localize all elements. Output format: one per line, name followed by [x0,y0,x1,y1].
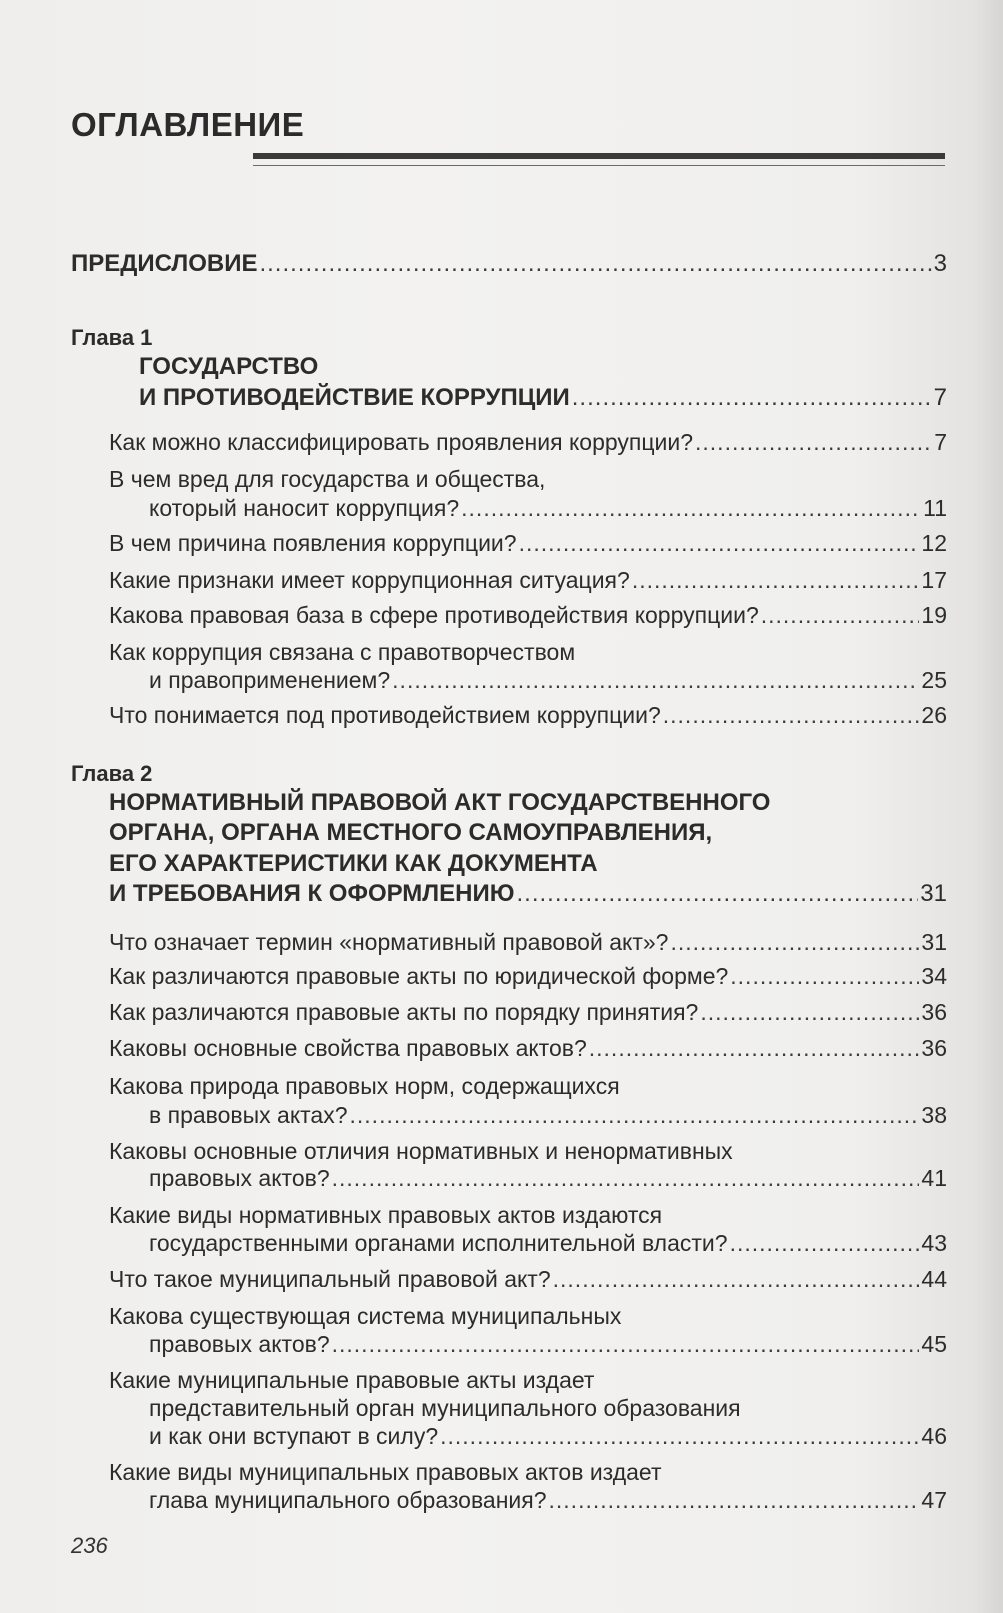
toc-entry-label: и как они вступают в силу? [149,1423,439,1449]
toc-entry-label: представительный орган муниципального образования [149,1395,741,1421]
leader-dots [332,1330,920,1358]
toc-page-number: 3 [933,250,947,277]
toc-entry[interactable] [109,601,947,629]
toc-entry-label: Какова правовая база в сфере противодействия коррупции? [109,602,759,628]
chapter-label: Глава 2 [71,761,153,786]
leader-dots [461,494,921,522]
toc-page-number: 36 [921,1035,947,1061]
leader-dots [700,998,919,1026]
toc-entry-label: Какие признаки имеет коррупционная ситуация? [109,567,630,593]
leader-dots [589,1034,920,1062]
toc-entry-label: правовых актов? [149,1331,330,1357]
toc-entry-label: Как различаются правовые акты по порядку принятия? [109,999,699,1025]
toc-page-number: 17 [921,567,947,593]
toc-entry[interactable] [149,1486,947,1514]
leader-dots [761,601,920,629]
page-number: 236 [71,1533,108,1558]
leader-dots [670,928,919,956]
leader-dots [392,666,919,694]
toc-entry[interactable] [109,566,947,594]
leader-dots [332,1164,920,1192]
toc-entry-chapter2[interactable] [109,880,947,908]
leader-dots [440,1422,919,1450]
toc-entry-label: Какие виды нормативных правовых актов издаются [109,1202,663,1228]
title-rule [253,153,945,159]
toc-page-number: 36 [921,999,947,1025]
toc-entry[interactable] [149,1229,947,1257]
toc-page-number: 26 [921,702,947,728]
toc-entry[interactable] [109,928,947,956]
toc-entry[interactable] [109,529,947,557]
toc-entry-label: правовых актов? [149,1165,330,1191]
toc-entry-label: В чем причина появления коррупции? [109,530,517,556]
leader-dots [259,250,931,278]
toc-entry-label: Что понимается под противодействием коррупции? [109,702,661,728]
page-title: ОГЛАВЛЕНИЕ [71,106,305,143]
toc-entry-label: Как различаются правовые акты по юридической форме? [109,963,729,989]
toc-entry[interactable] [149,666,947,694]
toc-entry[interactable] [109,1265,947,1293]
toc-entry[interactable] [109,998,947,1026]
toc-entry-label: Каковы основные свойства правовых актов? [109,1035,587,1061]
toc-entry[interactable] [149,1422,947,1450]
toc-page-number: 45 [921,1331,947,1357]
toc-entry-label: глава муниципального образования? [149,1487,547,1513]
leader-dots [730,962,919,990]
toc-entry-label: Какие виды муниципальных правовых актов издает [109,1459,662,1485]
chapter-heading-line: ОРГАНА, ОРГАНА МЕСТНОГО САМОУПРАВЛЕНИЯ, [109,819,713,846]
toc-entry-chapter1[interactable] [139,384,947,412]
toc-page-number: 46 [921,1423,947,1449]
toc-entry-label: Что такое муниципальный правовой акт? [109,1266,551,1292]
leader-dots [663,701,920,729]
leader-dots [632,566,920,594]
toc-page-number: 31 [921,929,947,955]
toc-page-number: 25 [921,667,947,693]
chapter-heading-line: И ПРОТИВОДЕЙСТВИЕ КОРРУПЦИИ [139,384,570,411]
toc-entry[interactable] [149,1101,947,1129]
toc-page-number: 38 [921,1102,947,1128]
toc-entry-label: который наносит коррупция? [149,495,460,521]
toc-entry-label: Что означает термин «нормативный правовой акт»? [109,929,669,955]
toc-entry-label: и правоприменением? [149,667,391,693]
title-rule-thin [253,165,945,166]
toc-page-number: 12 [921,530,947,556]
toc-entry[interactable] [109,428,947,456]
toc-entry-label: Как можно классифицировать проявления коррупции? [109,429,694,455]
toc-page-number: 34 [921,963,947,989]
leader-dots [572,384,932,412]
chapter-heading-line: И ТРЕБОВАНИЯ К ОФОРМЛЕНИЮ [109,880,515,907]
toc-entry-label: В чем вред для государства и общества, [109,466,546,492]
toc-page-number: 41 [921,1165,947,1191]
toc-page-number: 7 [934,429,947,455]
toc-page-number: 19 [921,602,947,628]
toc-entry-label: в правовых актах? [149,1102,348,1128]
toc-page-number: 43 [921,1230,947,1256]
leader-dots [730,1229,920,1257]
leader-dots [553,1265,920,1293]
toc-entry-label: государственными органами исполнительной власти? [149,1230,728,1256]
toc-entry-preface[interactable] [71,250,947,278]
leader-dots [549,1486,920,1514]
toc-entry-label: Как коррупция связана с правотворчеством [109,639,576,665]
toc-page-number: 31 [920,880,947,907]
toc-entry-label: ПРЕДИСЛОВИЕ [71,250,258,277]
toc-entry[interactable] [109,1034,947,1062]
leader-dots [516,880,918,908]
toc-entry[interactable] [149,1164,947,1192]
leader-dots [350,1101,920,1129]
toc-entry[interactable] [109,962,947,990]
leader-dots [519,529,920,557]
chapter-heading-line: НОРМАТИВНЫЙ ПРАВОВОЙ АКТ ГОСУДАРСТВЕННОГО [109,789,771,816]
toc-page-number: 44 [921,1266,947,1292]
toc-entry-label: Какова существующая система муниципальных [109,1303,622,1329]
toc-page-number: 11 [923,495,947,521]
toc-entry[interactable] [149,494,947,522]
toc-entry[interactable] [109,701,947,729]
chapter-label: Глава 1 [71,325,153,350]
chapter-heading-line: ЕГО ХАРАКТЕРИСТИКИ КАК ДОКУМЕНТА [109,850,598,877]
toc-entry-label: Какова природа правовых норм, содержащихся [109,1073,620,1099]
toc-page-number: 7 [933,384,947,411]
toc-entry[interactable] [149,1330,947,1358]
toc-entry-label: Какие муниципальные правовые акты издает [109,1367,595,1393]
chapter-heading-line: ГОСУДАРСТВО [139,353,319,380]
toc-page-number: 47 [921,1487,947,1513]
toc-entry-label: Каковы основные отличия нормативных и ненормативных [109,1138,733,1164]
leader-dots [695,428,932,456]
